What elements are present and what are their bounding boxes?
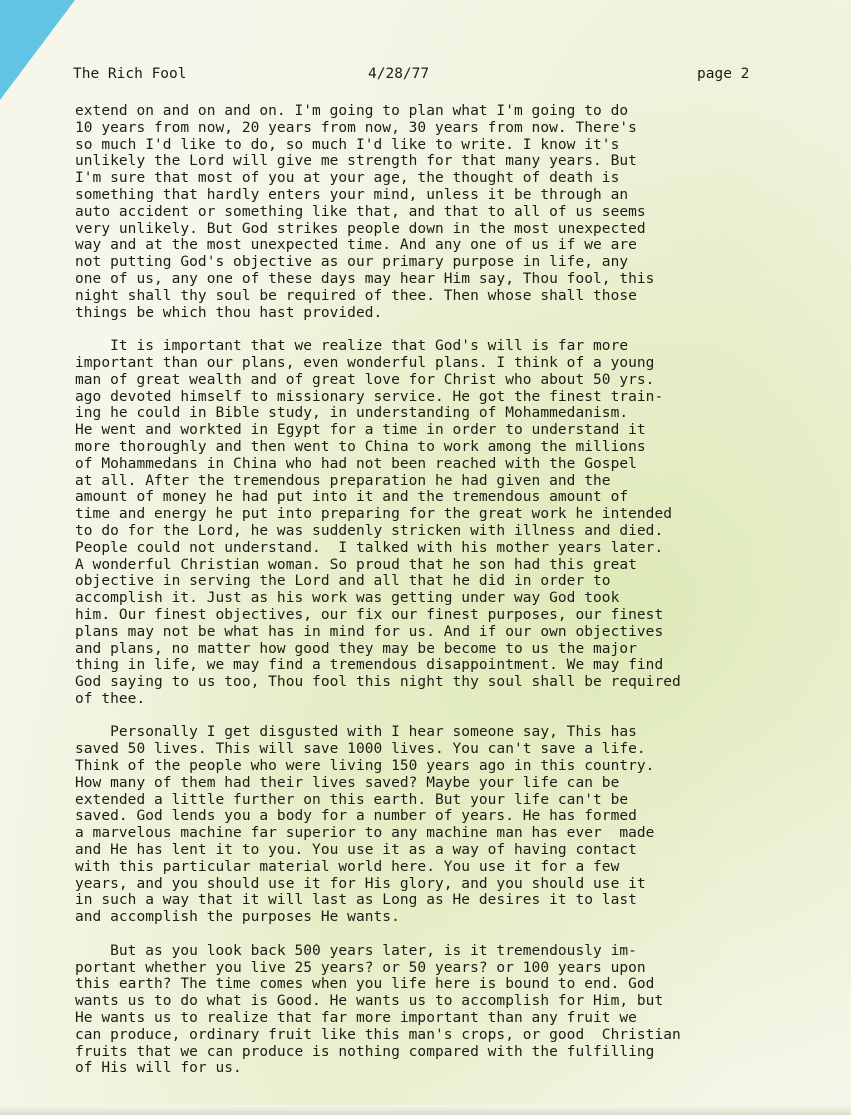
text-line: something that hardly enters your mind, unless it be through an: [75, 186, 629, 203]
text-line: saved 50 lives. This will save 1000 lives. You can't save a life.: [75, 741, 646, 758]
text-line: unlikely the Lord will give me strength for that many years. But: [75, 153, 637, 170]
text-line: man of great wealth and of great love for Christ who about 50 yrs.: [75, 371, 655, 388]
text-line: ing he could in Bible study, in understanding of Mohammedanism.: [75, 405, 629, 422]
text-line: It is important that we realize that God's will is far more: [75, 338, 629, 355]
text-line: thing in life, we may find a tremendous disappointment. We may find: [75, 657, 664, 674]
paragraph: [75, 724, 815, 926]
text-line: so much I'd like to do, so much I'd like to write. I know it's: [75, 136, 620, 153]
text-line: He went and workted in Egypt for a time in order to understand it: [75, 422, 646, 439]
text-line: time and energy he put into preparing for the great work he intended: [75, 506, 673, 523]
text-line: 10 years from now, 20 years from now, 30 years from now. There's: [75, 119, 637, 136]
text-line: A wonderful Christian woman. So proud that he son had this great: [75, 556, 637, 573]
text-line: in such a way that it will last as Long as He desires it to last: [75, 892, 637, 909]
text-line: of thee.: [75, 690, 146, 707]
document-body: [75, 103, 815, 1094]
text-line: plans may not be what has in mind for us. And if our own objectives: [75, 623, 664, 640]
text-line: He wants us to realize that far more important than any fruit we: [75, 1010, 637, 1027]
page-bottom-edge: [0, 1105, 851, 1115]
text-line: and accomplish the purposes He wants.: [75, 909, 400, 926]
text-line: accomplish it. Just as his work was getting under way God took: [75, 590, 620, 607]
text-line: not putting God's objective as our primary purpose in life, any: [75, 254, 629, 271]
document-date: 4/28/77: [368, 66, 430, 82]
text-line: I'm sure that most of you at your age, the thought of death is: [75, 170, 620, 187]
text-line: Think of the people who were living 150 years ago in this country.: [75, 758, 655, 775]
text-line: with this particular material world here. You use it for a few: [75, 858, 620, 875]
text-line: night shall thy soul be required of thee. Then whose shall those: [75, 287, 637, 304]
text-line: Personally I get disgusted with I hear someone say, This has: [75, 724, 637, 741]
text-line: him. Our finest objectives, our fix our finest purposes, our finest: [75, 606, 664, 623]
text-line: way and at the most unexpected time. And any one of us if we are: [75, 237, 637, 254]
text-line: of Mohammedans in China who had not been reached with the Gospel: [75, 455, 637, 472]
text-line: objective in serving the Lord and all that he did in order to: [75, 573, 611, 590]
text-line: more thoroughly and then went to China to work among the millions: [75, 438, 646, 455]
text-line: wants us to do what is Good. He wants us to accomplish for Him, but: [75, 993, 664, 1010]
text-line: But as you look back 500 years later, is it tremendously im-: [75, 942, 637, 959]
text-line: People could not understand. I talked with his mother years later.: [75, 539, 664, 556]
text-line: God saying to us too, Thou fool this night thy soul shall be required: [75, 674, 681, 691]
text-line: at all. After the tremendous preparation he had given and the: [75, 472, 611, 489]
text-line: portant whether you live 25 years? or 50 years? or 100 years upon: [75, 959, 646, 976]
paragraph: [75, 943, 815, 1077]
text-line: this earth? The time comes when you life here is bound to end. God: [75, 976, 655, 993]
text-line: can produce, ordinary fruit like this man's crops, or good Christian: [75, 1026, 681, 1043]
text-line: and plans, no matter how good they may be become to us the major: [75, 640, 637, 657]
corner-tab: [0, 0, 75, 100]
text-line: auto accident or something like that, and that to all of us seems: [75, 203, 646, 220]
text-line: things be which thou hast provided.: [75, 304, 383, 321]
text-line: How many of them had their lives saved? Maybe your life can be: [75, 774, 620, 791]
text-line: saved. God lends you a body for a number of years. He has formed: [75, 808, 637, 825]
text-line: ago devoted himself to missionary service. He got the finest train-: [75, 388, 664, 405]
document-title: The Rich Fool: [73, 66, 187, 82]
text-line: one of us, any one of these days may hear Him say, Thou fool, this: [75, 270, 655, 287]
page-number: page 2: [697, 66, 750, 82]
text-line: years, and you should use it for His glory, and you should use it: [75, 875, 646, 892]
text-line: to do for the Lord, he was suddenly stricken with illness and died.: [75, 522, 664, 539]
text-line: extended a little further on this earth. But your life can't be: [75, 791, 629, 808]
text-line: of His will for us.: [75, 1060, 242, 1077]
paragraph: [75, 338, 815, 708]
text-line: important than our plans, even wonderful plans. I think of a young: [75, 354, 655, 371]
text-line: extend on and on and on. I'm going to plan what I'm going to do: [75, 103, 629, 119]
page-header: [73, 66, 773, 86]
text-line: and He has lent it to you. You use it as a way of having contact: [75, 842, 637, 859]
text-line: amount of money he had put into it and the tremendous amount of: [75, 489, 629, 506]
text-line: a marvelous machine far superior to any machine man has ever made: [75, 825, 655, 842]
text-line: very unlikely. But God strikes people down in the most unexpected: [75, 220, 646, 237]
paragraph: [75, 103, 815, 321]
text-line: fruits that we can produce is nothing compared with the fulfilling: [75, 1043, 655, 1060]
